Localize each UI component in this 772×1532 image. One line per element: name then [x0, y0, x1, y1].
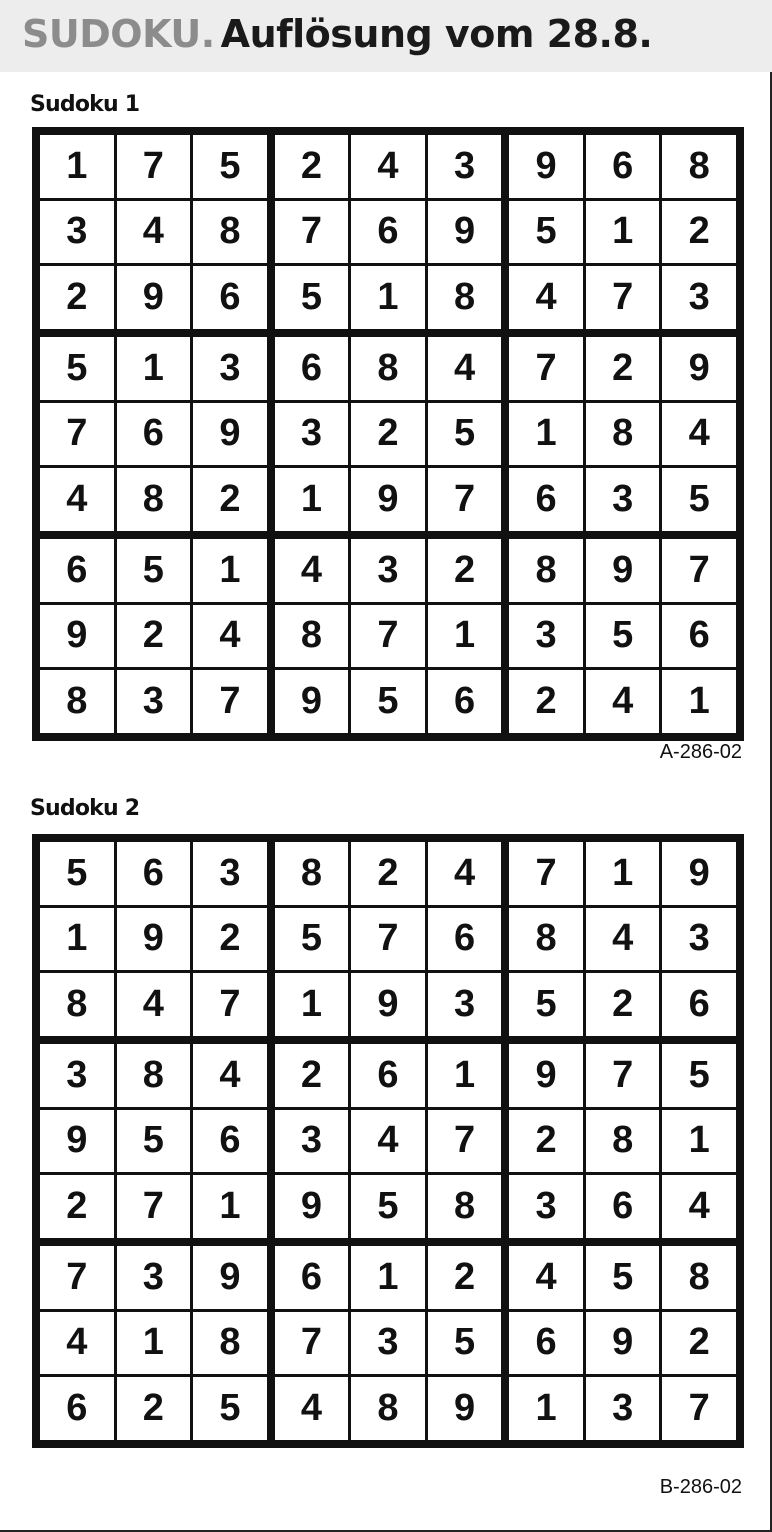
- sudoku-cell: 8: [40, 973, 114, 1036]
- sudoku-cell: 6: [509, 468, 583, 531]
- sudoku-cell: 8: [586, 1110, 660, 1173]
- sudoku-cell: 9: [428, 201, 502, 264]
- sudoku-cell: 5: [428, 1312, 502, 1375]
- sudoku-cell: 1: [193, 539, 267, 602]
- sudoku-cell: 6: [351, 1044, 425, 1107]
- sudoku-cell: 6: [428, 908, 502, 971]
- sudoku-cell: 3: [586, 468, 660, 531]
- sudoku-cell: 3: [586, 1377, 660, 1440]
- sudoku-cell: 7: [117, 1175, 191, 1238]
- sudoku-cell: 5: [40, 842, 114, 905]
- sudoku-cell: 6: [117, 842, 191, 905]
- sudoku-cell: 7: [662, 539, 736, 602]
- sudoku-cell: 2: [275, 1044, 349, 1107]
- sudoku-cell: 8: [193, 1312, 267, 1375]
- sudoku-cell: 4: [662, 1175, 736, 1238]
- sudoku-cell: 8: [275, 842, 349, 905]
- sudoku-cell: 6: [117, 403, 191, 466]
- sudoku-cell: 4: [428, 842, 502, 905]
- sudoku-cell: 8: [586, 403, 660, 466]
- sudoku-cell: 6: [662, 605, 736, 668]
- sudoku-cell: 9: [193, 1246, 267, 1309]
- sudoku-cell: 5: [351, 1175, 425, 1238]
- sudoku-cell: 4: [40, 1312, 114, 1375]
- sudoku-cell: 4: [117, 201, 191, 264]
- sudoku-cell: 1: [40, 135, 114, 198]
- sudoku-cell: 4: [40, 468, 114, 531]
- sudoku-cell: 8: [509, 539, 583, 602]
- sudoku-cell: 5: [586, 605, 660, 668]
- sudoku-cell: 6: [275, 337, 349, 400]
- sudoku-cell: 3: [662, 266, 736, 329]
- sudoku-cell: 5: [662, 1044, 736, 1107]
- sudoku-1-grid: [32, 127, 744, 741]
- sudoku-cell: 9: [509, 135, 583, 198]
- sudoku-cell: 8: [428, 266, 502, 329]
- sudoku-cell: 2: [193, 468, 267, 531]
- sudoku-cell: 2: [509, 1110, 583, 1173]
- sudoku-cell: 8: [117, 1044, 191, 1107]
- sudoku-cell: 1: [117, 1312, 191, 1375]
- sudoku-cell: 7: [275, 1312, 349, 1375]
- sudoku-cell: 4: [509, 1246, 583, 1309]
- sudoku-cell: 9: [662, 337, 736, 400]
- sudoku-cell: 9: [193, 403, 267, 466]
- sudoku-cell: 8: [193, 201, 267, 264]
- sudoku-cell: 3: [40, 201, 114, 264]
- sudoku-cell: 9: [117, 908, 191, 971]
- sudoku-cell: 4: [275, 539, 349, 602]
- sudoku-cell: 2: [509, 670, 583, 733]
- sudoku-cell: 1: [351, 1246, 425, 1309]
- sudoku-cell: 4: [586, 908, 660, 971]
- sudoku-cell: 5: [509, 201, 583, 264]
- sudoku-cell: 3: [428, 135, 502, 198]
- sudoku-cell: 3: [509, 605, 583, 668]
- sudoku-cell: 6: [428, 670, 502, 733]
- sudoku-cell: 3: [117, 670, 191, 733]
- sudoku-cell: 5: [662, 468, 736, 531]
- sudoku-cell: 5: [586, 1246, 660, 1309]
- sudoku-cell: 6: [662, 973, 736, 1036]
- sudoku-cell: 6: [275, 1246, 349, 1309]
- sudoku-cell: 5: [117, 1110, 191, 1173]
- puzzle-2-code: B-286-02: [659, 1476, 742, 1498]
- sudoku-cell: 9: [275, 1175, 349, 1238]
- sudoku-cell: 9: [662, 842, 736, 905]
- sudoku-cell: 3: [193, 842, 267, 905]
- sudoku-cell: 3: [193, 337, 267, 400]
- sudoku-cell: 6: [193, 266, 267, 329]
- sudoku-cell: 7: [40, 403, 114, 466]
- sudoku-cell: 3: [275, 403, 349, 466]
- sudoku-cell: 4: [351, 1110, 425, 1173]
- sudoku-cell: 8: [509, 908, 583, 971]
- sudoku-cell: 7: [509, 337, 583, 400]
- sudoku-cell: 2: [193, 908, 267, 971]
- sudoku-cell: 5: [275, 266, 349, 329]
- sudoku-cell: 7: [117, 135, 191, 198]
- puzzle-1-label: Sudoku 1: [30, 92, 140, 117]
- puzzle-1-code: A-286-02: [659, 741, 742, 763]
- sudoku-cell: 2: [40, 266, 114, 329]
- sudoku-cell: 2: [428, 1246, 502, 1309]
- sudoku-cell: 7: [509, 842, 583, 905]
- sudoku-cell: 5: [509, 973, 583, 1036]
- sudoku-cell: 7: [275, 201, 349, 264]
- sudoku-cell: 7: [428, 1110, 502, 1173]
- sudoku-cell: 2: [117, 1377, 191, 1440]
- sudoku-cell: 8: [117, 468, 191, 531]
- brand-name: SUDOKU.: [22, 12, 215, 56]
- sudoku-cell: 7: [193, 670, 267, 733]
- sudoku-cell: 2: [662, 1312, 736, 1375]
- sudoku-cell: 2: [351, 403, 425, 466]
- sudoku-cell: 8: [428, 1175, 502, 1238]
- sudoku-cell: 3: [117, 1246, 191, 1309]
- sudoku-cell: 7: [428, 468, 502, 531]
- sudoku-cell: 5: [193, 1377, 267, 1440]
- sudoku-cell: 1: [275, 468, 349, 531]
- sudoku-cell: 4: [351, 135, 425, 198]
- sudoku-cell: 1: [275, 973, 349, 1036]
- sudoku-cell: 2: [428, 539, 502, 602]
- sudoku-cell: 6: [586, 135, 660, 198]
- sudoku-cell: 1: [117, 337, 191, 400]
- sudoku-cell: 1: [509, 403, 583, 466]
- sudoku-cell: 9: [586, 1312, 660, 1375]
- sudoku-cell: 9: [351, 468, 425, 531]
- sudoku-cell: 5: [193, 135, 267, 198]
- sudoku-cell: 2: [275, 135, 349, 198]
- page-title: [22, 12, 652, 56]
- sudoku-cell: 4: [586, 670, 660, 733]
- sudoku-cell: 3: [351, 539, 425, 602]
- sudoku-cell: 9: [428, 1377, 502, 1440]
- sudoku-cell: 1: [351, 266, 425, 329]
- sudoku-cell: 3: [509, 1175, 583, 1238]
- sudoku-cell: 5: [428, 403, 502, 466]
- sudoku-cell: 6: [193, 1110, 267, 1173]
- sudoku-cell: 6: [40, 539, 114, 602]
- sudoku-cell: 4: [509, 266, 583, 329]
- sudoku-cell: 7: [586, 266, 660, 329]
- puzzle-2-label: Sudoku 2: [30, 796, 140, 821]
- sudoku-cell: 1: [428, 605, 502, 668]
- sudoku-cell: 3: [351, 1312, 425, 1375]
- sudoku-cell: 2: [586, 337, 660, 400]
- sudoku-cell: 8: [351, 1377, 425, 1440]
- sudoku-cell: 7: [40, 1246, 114, 1309]
- sudoku-cell: 1: [428, 1044, 502, 1107]
- sudoku-cell: 6: [586, 1175, 660, 1238]
- sudoku-cell: 7: [586, 1044, 660, 1107]
- sudoku-cell: 8: [40, 670, 114, 733]
- sudoku-cell: 9: [275, 670, 349, 733]
- sudoku-cell: 1: [662, 1110, 736, 1173]
- sudoku-cell: 3: [428, 973, 502, 1036]
- sudoku-cell: 6: [509, 1312, 583, 1375]
- sudoku-cell: 4: [662, 403, 736, 466]
- sudoku-cell: 9: [351, 973, 425, 1036]
- sudoku-cell: 4: [117, 973, 191, 1036]
- sudoku-cell: 5: [40, 337, 114, 400]
- sudoku-2-grid: [32, 834, 744, 1448]
- sudoku-cell: 2: [117, 605, 191, 668]
- sudoku-cell: 2: [351, 842, 425, 905]
- sudoku-cell: 5: [117, 539, 191, 602]
- sudoku-cell: 9: [509, 1044, 583, 1107]
- sudoku-cell: 9: [40, 605, 114, 668]
- sudoku-cell: 4: [275, 1377, 349, 1440]
- sudoku-cell: 2: [40, 1175, 114, 1238]
- sudoku-cell: 1: [40, 908, 114, 971]
- sudoku-cell: 7: [351, 605, 425, 668]
- sudoku-cell: 6: [40, 1377, 114, 1440]
- sudoku-cell: 5: [275, 908, 349, 971]
- sudoku-cell: 1: [193, 1175, 267, 1238]
- sudoku-cell: 3: [275, 1110, 349, 1173]
- sudoku-cell: 7: [351, 908, 425, 971]
- sudoku-cell: 1: [586, 842, 660, 905]
- sudoku-cell: 5: [351, 670, 425, 733]
- sudoku-cell: 9: [40, 1110, 114, 1173]
- page-subtitle: Auflösung vom 28.8.: [220, 12, 653, 56]
- sudoku-cell: 7: [662, 1377, 736, 1440]
- sudoku-cell: 8: [275, 605, 349, 668]
- sudoku-cell: 3: [662, 908, 736, 971]
- sudoku-cell: 1: [586, 201, 660, 264]
- sudoku-cell: 1: [509, 1377, 583, 1440]
- sudoku-cell: 2: [662, 201, 736, 264]
- sudoku-cell: 8: [351, 337, 425, 400]
- sudoku-cell: 4: [428, 337, 502, 400]
- sudoku-cell: 6: [351, 201, 425, 264]
- sudoku-cell: 4: [193, 1044, 267, 1107]
- sudoku-cell: 1: [662, 670, 736, 733]
- sudoku-cell: 3: [40, 1044, 114, 1107]
- sudoku-cell: 9: [117, 266, 191, 329]
- sudoku-cell: 8: [662, 135, 736, 198]
- sudoku-cell: 8: [662, 1246, 736, 1309]
- sudoku-cell: 7: [193, 973, 267, 1036]
- sudoku-cell: 4: [193, 605, 267, 668]
- sudoku-cell: 9: [586, 539, 660, 602]
- sudoku-cell: 2: [586, 973, 660, 1036]
